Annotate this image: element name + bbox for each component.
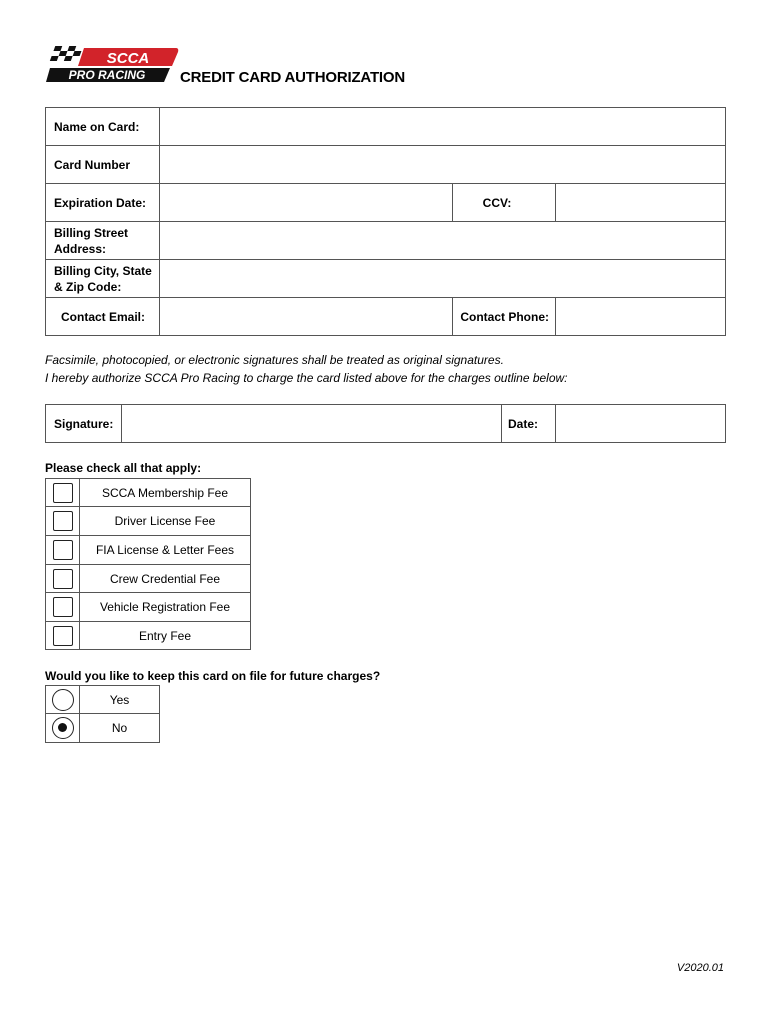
checkbox[interactable] [53,597,73,617]
fee-label: Vehicle Registration Fee [80,593,251,622]
fee-checkbox-cell [46,479,80,507]
fee-label: SCCA Membership Fee [80,479,251,507]
signature-field[interactable] [122,405,502,443]
scca-pro-racing-logo [44,44,180,88]
fee-row [46,507,251,536]
radio-selected-dot [58,723,67,732]
radio-cell [46,714,80,743]
date-label: Date: [502,405,556,443]
fee-label: Driver License Fee [80,507,251,536]
card-details-table [45,107,726,336]
page-title: CREDIT CARD AUTHORIZATION [180,69,405,86]
checkbox[interactable] [53,626,73,646]
option-row [46,714,160,743]
radio-no[interactable] [52,717,74,739]
checkbox[interactable] [53,569,73,589]
fee-row [46,565,251,593]
option-label-no: No [80,714,160,743]
expiration-date-label: Expiration Date: [46,184,160,222]
billing-street-label: Billing Street Address: [46,222,160,260]
signature-label: Signature: [46,405,122,443]
fee-checkbox-cell [46,565,80,593]
billing-city-label: Billing City, State & Zip Code: [46,260,160,298]
card-number-field[interactable] [160,146,726,184]
fee-label: Crew Credential Fee [80,565,251,593]
keep-on-file-question: Would you like to keep this card on file for future charges? [45,669,381,683]
fee-label: Entry Fee [80,622,251,650]
checkbox[interactable] [53,511,73,531]
logo-pro-racing-text: PRO RACING [68,68,146,82]
expiration-date-field[interactable] [160,184,453,222]
fee-row [46,622,251,650]
ccv-field[interactable] [556,184,726,222]
contact-phone-field[interactable] [556,298,726,336]
name-on-card-field[interactable] [160,108,726,146]
fees-heading: Please check all that apply: [45,461,202,475]
card-number-label: Card Number [46,146,160,184]
logo-scca-text: SCCA [106,50,150,67]
date-field[interactable] [556,405,726,443]
form-version: V2020.01 [676,962,724,974]
option-row [46,686,160,714]
signature-table [45,404,726,443]
fee-row [46,593,251,622]
fee-checkbox-cell [46,536,80,565]
fee-checkbox-cell [46,507,80,536]
fee-label: FIA License & Letter Fees [80,536,251,565]
fee-checkbox-cell [46,622,80,650]
contact-phone-label: Contact Phone: [453,298,556,336]
fee-row [46,479,251,507]
authorization-statement: I hereby authorize SCCA Pro Racing to charge the card listed above for the charges outline below: [45,371,568,385]
billing-street-field[interactable] [160,222,726,260]
fees-checklist [45,478,251,650]
contact-email-label: Contact Email: [46,298,160,336]
fee-checkbox-cell [46,593,80,622]
contact-email-field[interactable] [160,298,453,336]
signature-notice: Facsimile, photocopied, or electronic signatures shall be treated as original signatures. [45,353,504,367]
option-label-yes: Yes [80,686,160,714]
ccv-label: CCV: [453,184,556,222]
fee-row [46,536,251,565]
name-on-card-label: Name on Card: [46,108,160,146]
radio-cell [46,686,80,714]
billing-city-field[interactable] [160,260,726,298]
checkbox[interactable] [53,483,73,503]
checkbox[interactable] [53,540,73,560]
keep-on-file-options [45,685,160,743]
radio-yes[interactable] [52,689,74,711]
